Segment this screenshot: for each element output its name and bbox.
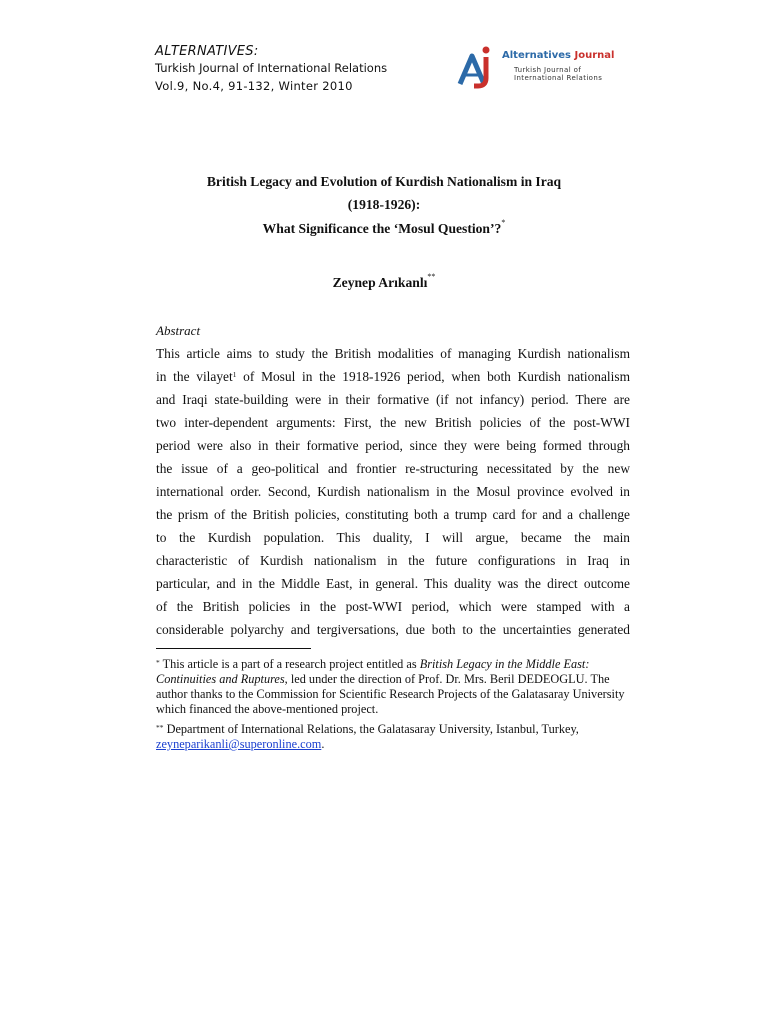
abstract-line: two inter-dependent arguments: First, the new British policies of the post-WWI [156, 415, 630, 430]
footnote-1: * This article is a part of a research project entitled as British Legacy in the Middle East: Continuities and Ruptures, led under the direction of Prof. Dr. Mrs. Beril DEDEOGLU. The author thanks to the Commission for Scientific Research Projects of the Galatasaray University which financed the above-mentioned project. [156, 657, 625, 716]
author-name: Zeynep Arıkanlı** [332, 272, 436, 290]
journal-name: ALTERNATIVES: [155, 44, 259, 59]
aj-logo-icon [456, 44, 504, 90]
abstract-line: period were also in their formative period, since they were being formed through [156, 438, 630, 453]
paper-title-line-2: (1918-1926): [347, 197, 421, 212]
title-footnote-mark: * [501, 218, 506, 227]
abstract-line: in the vilayet$^1$ of Mosul in the 1918-1926 period, when both Kurdish nationalism [156, 369, 630, 384]
abstract-line: the prism of the British policies, constituting both a trump card for and a challenge [156, 507, 630, 522]
paper-title-line-3: What Significance the ‘Mosul Question’?* [262, 218, 506, 236]
abstract-line: international order. Second, Kurdish nationalism in the Mosul province evolved in [156, 484, 630, 499]
abstract-line: considerable polyarchy and tergiversations, due both to the uncertainties generated [156, 622, 630, 637]
footnote-divider [156, 648, 311, 649]
footnotes [156, 657, 626, 757]
journal-header [155, 44, 387, 93]
abstract-line: to the Kurdish population. This duality, I will argue, became the main [156, 530, 630, 545]
abstract-label: Abstract [156, 323, 201, 338]
logo-subtitle: Turkish Journal of International Relations [514, 66, 603, 82]
paper-title-line-1: British Legacy and Evolution of Kurdish Nationalism in Iraq [206, 174, 562, 189]
abstract-line: and Iraqi state-building were in their formative (if not infancy) period. There are [156, 392, 630, 407]
journal-subtitle: Turkish Journal of International Relations [155, 61, 388, 75]
abstract-line: of the British policies in the post-WWI period, which were stamped with a [156, 599, 630, 614]
abstract-line: characteristic of Kurdish nationalism in the future configurations in Iraq in [156, 553, 630, 568]
journal-logo [456, 44, 626, 90]
abstract-line: This article aims to study the British modalities of managing Kurdish nationalism [156, 346, 630, 361]
footnote-2: ** Department of International Relations, the Galatasaray University, Istanbul, Turkey, zeyneparikanli@superonline.com. [156, 722, 579, 751]
footnote-ref: 1 [232, 370, 237, 379]
abstract-line: particular, and in the Middle East, in general. This duality was the direct outcome [156, 576, 630, 591]
author-email-link[interactable]: zeyneparikanli@superonline.com [156, 737, 322, 751]
author-footnote-mark: ** [427, 272, 436, 281]
abstract-line: the issue of a geo-political and frontier re-structuring necessitated by the new [156, 461, 630, 476]
journal-volume: Vol.9, No.4, 91-132, Winter 2010 [155, 79, 353, 93]
logo-title: Alternatives Journal [502, 50, 615, 61]
